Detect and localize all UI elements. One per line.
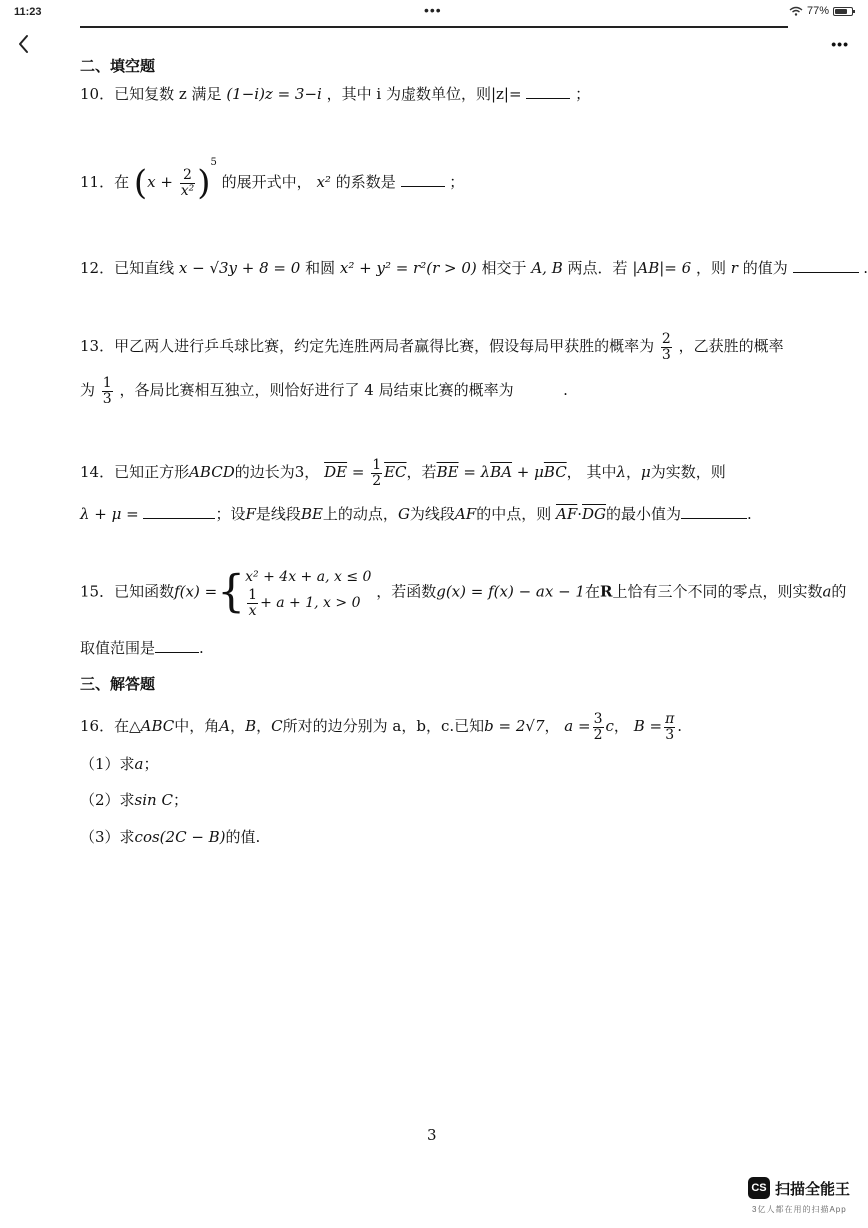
q14-dot: ·	[577, 505, 583, 523]
q14-text-5: ， 其中	[566, 463, 617, 482]
q12-text-4: 两点．若	[567, 259, 628, 277]
q15-text: 15．已知函数	[80, 582, 175, 601]
q11-text-2: 的展开式中，	[221, 173, 312, 191]
wifi-icon	[789, 6, 803, 16]
q10-end: ；	[575, 85, 591, 103]
q16-C: C	[271, 717, 283, 736]
q15-text-3: 在	[584, 582, 600, 601]
q14-text-10: 上的动点，	[322, 505, 398, 523]
q13-text-3: 为	[80, 381, 96, 400]
q12-text: 12．已知直线	[80, 259, 175, 277]
camscanner-watermark	[748, 1177, 850, 1199]
q10-text-2: ，其中 i 为虚数单位，则|z|=	[326, 85, 522, 103]
question-16-part-1	[80, 754, 800, 775]
q16-p3-var: cos(2C − B)	[134, 828, 226, 846]
q14-half: $\frac{1}{2}$	[372, 457, 382, 489]
q14-vec-ba: $\overline{BA}$	[490, 463, 513, 482]
q11-fraction: $\frac{2}{\text{x²}}$	[180, 166, 195, 199]
question-13-line-1	[80, 332, 800, 362]
question-14-line-1	[80, 458, 800, 488]
q14-mu: μ	[640, 463, 651, 482]
q14-len: 3	[294, 463, 305, 482]
q14-lambda-eq: = λ	[458, 463, 491, 482]
q12-text-3: 相交于	[481, 259, 527, 277]
q14-vec-de: $\overline{DE}$	[324, 463, 348, 482]
q16-p1-label: （1）求	[80, 755, 135, 773]
q13-fraction-2: $\frac{1}{3}$	[102, 375, 112, 407]
more-options-button[interactable]: •••	[831, 36, 849, 52]
back-arrow-icon[interactable]	[12, 30, 36, 58]
q15-end: .	[199, 639, 204, 657]
q14-vec-af: $\overline{AF}$	[555, 505, 578, 523]
question-14-line-2	[80, 504, 800, 525]
q13-text-2: ，乙获胜的概率	[678, 337, 784, 356]
q16-b-value: b = 2√7	[484, 717, 545, 736]
q11-text-3: 的系数是	[335, 173, 396, 191]
q13-fraction-1: $\frac{2}{3}$	[661, 331, 671, 363]
q15-a: a	[822, 582, 832, 601]
q11-end: ；	[449, 173, 465, 191]
q11-x: x +	[147, 173, 173, 191]
q14-text: 14．已知正方形	[80, 463, 190, 482]
q14-eq: =	[347, 463, 370, 482]
q15-fx: f(x) =	[174, 582, 218, 601]
q16-text-7: ，	[613, 717, 629, 736]
q16-a-eq: a =	[564, 717, 591, 736]
q16-c: c	[605, 717, 614, 736]
q15-text-5: 的	[831, 582, 847, 601]
q14-text-2: 的边长为	[234, 463, 295, 482]
q14-text-7: 为实数，则	[650, 463, 726, 482]
q16-p2-end: ；	[172, 791, 188, 809]
camscanner-name: 扫描全能王	[775, 1180, 851, 1198]
multitask-dots[interactable]: •••	[424, 2, 442, 18]
q14-text-11: 为线段	[409, 505, 455, 523]
q14-text-4: ，若	[406, 463, 437, 482]
camscanner-logo-icon: CS	[748, 1177, 770, 1199]
q11-xsq: x²	[316, 173, 331, 191]
q16-end: .	[677, 717, 683, 736]
q16-p3-end: 的值.	[225, 828, 261, 846]
q12-circle-eq: x² + y² = r²(r > 0)	[339, 259, 477, 277]
q15-brace: {	[217, 566, 246, 618]
q16-text-5: 所对的边分别为 a，b，c.已知	[282, 717, 485, 736]
q13-text-4: ，各局比赛相互独立，则恰好进行了 4 局结束比赛的概率为	[119, 381, 514, 400]
q16-text-4: ，	[256, 717, 272, 736]
camscanner-tagline: 3亿人都在用的扫描App	[752, 1205, 847, 1214]
q10-answer-blank	[526, 84, 570, 99]
q14-mu-plus: + μ	[512, 463, 544, 482]
q16-p3-label: （3）求	[80, 828, 135, 846]
page-top-rule	[80, 26, 788, 28]
q16-text-2: 中，角	[174, 717, 220, 736]
q12-r: r	[730, 259, 738, 277]
q14-AF: AF	[454, 505, 477, 523]
q16-A: A	[219, 717, 231, 736]
q15-piecewise	[245, 566, 371, 619]
page-number: 3	[427, 1126, 437, 1144]
q11-answer-blank	[401, 172, 445, 187]
q14-F: F	[245, 505, 256, 523]
section-answer-title: 三、解答题	[80, 676, 156, 693]
status-right	[789, 5, 853, 17]
q11-paren-open: (	[133, 163, 148, 203]
q14-answer-blank-1	[143, 504, 215, 519]
q16-B: B	[245, 717, 257, 736]
q16-text: 16．在△	[80, 717, 141, 736]
q14-lambda-mu: λ + μ =	[80, 505, 139, 523]
q11-text: 11．在	[80, 173, 130, 191]
q14-end: .	[747, 505, 752, 523]
q10-math: (1−i)z = 3−i	[226, 85, 322, 103]
q12-text-2: 和圆	[305, 259, 336, 277]
q16-text-3: ，	[230, 717, 246, 736]
q15-gx: g(x) = f(x) − ax − 1	[436, 582, 585, 601]
battery-icon	[833, 7, 853, 16]
section-fill-in-title: 二、填空题	[80, 58, 156, 75]
q14-vec-dg: $\overline{DG}$	[582, 505, 607, 523]
q15-R: R	[599, 582, 613, 601]
status-bar	[0, 0, 867, 24]
q15-text-2: ，若函数	[376, 582, 437, 601]
q16-p1-var: a	[134, 755, 144, 773]
question-12	[80, 258, 868, 279]
q14-G: G	[397, 505, 410, 523]
q12-text-5: ，则	[695, 259, 726, 277]
q14-text-6: ，	[625, 463, 641, 482]
q12-answer-blank	[793, 258, 859, 273]
q14-text-8: ；设	[215, 505, 246, 523]
question-11	[80, 156, 800, 203]
question-10	[80, 84, 800, 105]
q15-case-1: x² + 4x + a, x ≤ 0	[245, 569, 372, 585]
q15-case-2: $\frac{1}{x}$ + a + 1, x > 0	[248, 587, 361, 620]
status-time: 11:23	[14, 6, 42, 18]
q14-answer-blank-2	[681, 504, 747, 519]
question-13-line-2	[80, 376, 800, 406]
q14-vec-be: $\overline{BE}$	[436, 463, 459, 482]
q14-text-3: ，	[304, 463, 320, 482]
q15-text-4: 上恰有三个不同的零点，则实数	[612, 582, 823, 601]
q14-text-12: 的中点，则	[476, 505, 552, 523]
q12-line-eq: x − √3y + 8 = 0	[178, 259, 301, 277]
q16-p2-var: sin C	[134, 791, 173, 809]
question-16-part-2	[80, 790, 800, 811]
q13-text: 13．甲乙两人进行乒乓球比赛，约定先连胜两局者赢得比赛，假设每局甲获胜的概率为	[80, 337, 655, 356]
q12-ab: A, B	[531, 259, 563, 277]
q10-text: 10．已知复数 z 满足	[80, 85, 222, 103]
q12-abs: |AB|= 6	[632, 259, 692, 277]
q16-frac-pi-3: $\frac{\pi}{3}$	[665, 711, 675, 743]
q16-abc: ABC	[140, 717, 175, 736]
question-15-line-2	[80, 638, 800, 659]
q14-abcd: ABCD	[189, 463, 235, 482]
q12-end: .	[863, 259, 868, 277]
q14-vec-bc: $\overline{BC}$	[543, 463, 567, 482]
q11-exponent: 5	[210, 157, 217, 168]
question-15-line-1	[80, 566, 847, 620]
q14-vec-ec: $\overline{EC}$	[384, 463, 407, 482]
question-16	[80, 712, 800, 742]
q16-p2-label: （2）求	[80, 791, 135, 809]
q15-text-6: 取值范围是	[80, 639, 156, 657]
q15-answer-blank	[155, 638, 199, 653]
q14-text-9: 是线段	[255, 505, 301, 523]
q16-frac-3-2: $\frac{3}{2}$	[593, 711, 603, 743]
q11-paren-close: )	[197, 163, 211, 203]
q16-p1-end: ；	[143, 755, 159, 773]
battery-percent: 77%	[806, 5, 829, 17]
q14-text-13: 的最小值为	[606, 505, 682, 523]
q14-BE: BE	[300, 505, 323, 523]
q14-lambda: λ	[616, 463, 626, 482]
q12-text-6: 的值为	[742, 259, 788, 277]
question-16-part-3	[80, 827, 800, 848]
q13-end: .	[563, 381, 568, 400]
q16-text-6: ，	[544, 717, 560, 736]
q16-B-eq: B =	[633, 717, 663, 736]
